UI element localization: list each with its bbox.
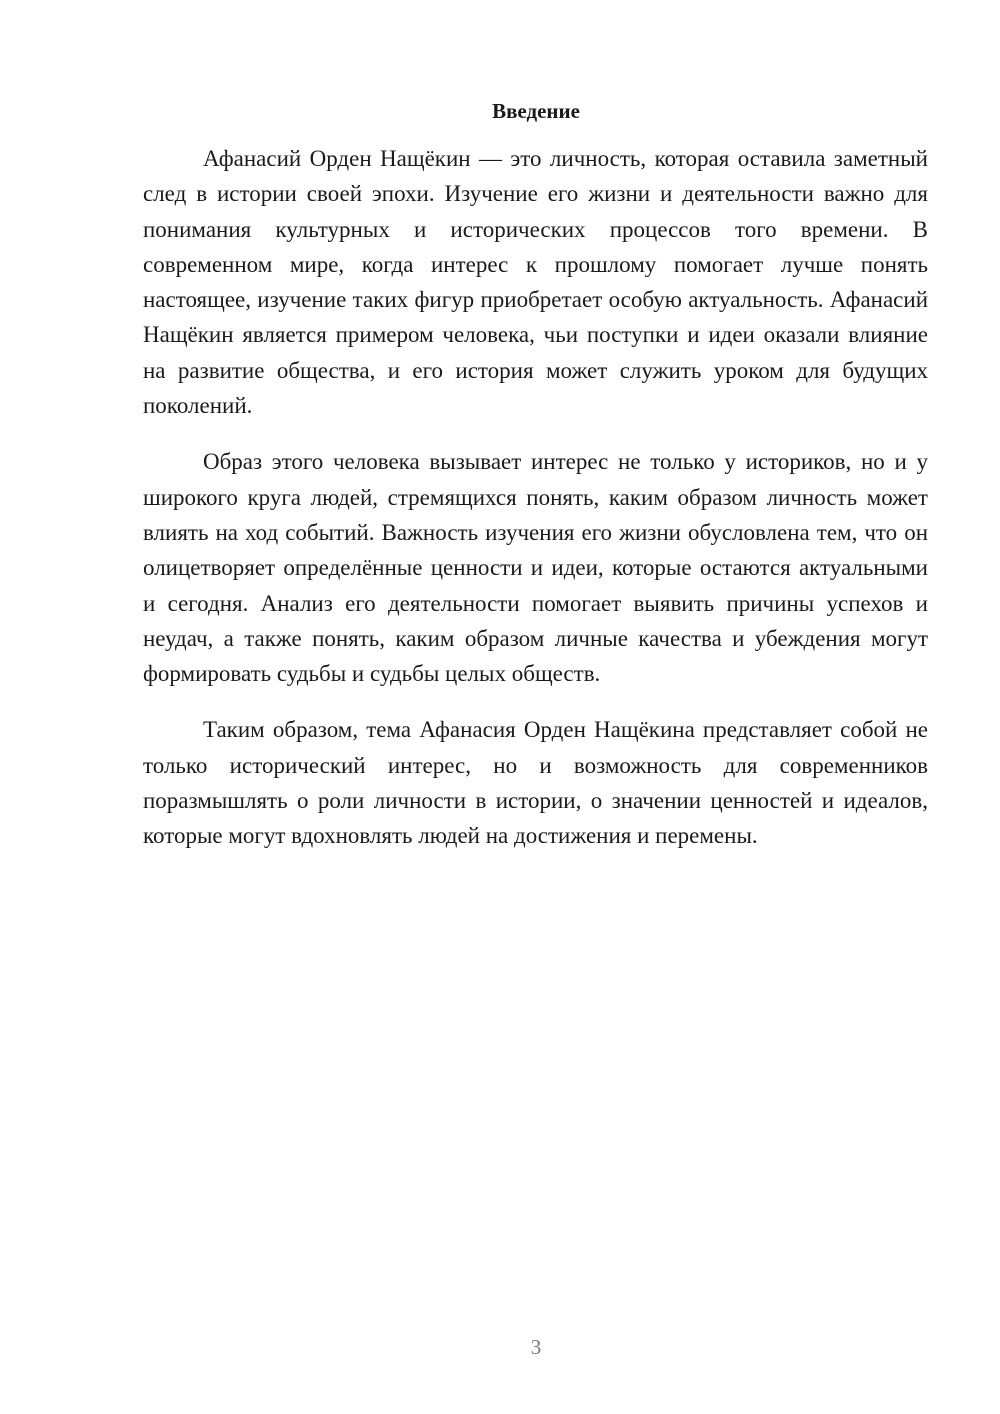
body-text: [143, 141, 928, 875]
section-heading: Введение: [492, 99, 580, 123]
paragraph-1: Афанасий Орден Нащёкин — это личность, которая оставила заметный след в истории своей эпохи. Изучение его жизни и деятельности важно для понимания культурных и исторических процессов того времени. В современном мире, когда интерес к прошлому помогает лучше понять настоящее, изучение таких фигур приобретает особую актуальность. Афанасий Нащёкин является примером человека, чьи поступки и идеи оказали влияние на развитие общества, и его история может служить уроком для будущих поколений.: [143, 146, 928, 419]
paragraph-2: Образ этого человека вызывает интерес не только у историков, но и у широкого круга людей, стремящихся понять, каким образом личность может влиять на ход событий. Важность изучения его жизни обусловлена тем, что он олицетворяет определённые ценности и идеи, которые остаются актуальными и сегодня. Анализ его деятельности помогает выявить причины успехов и неудач, а также понять, каким образом личные качества и убеждения могут формировать судьбы и судьбы целых обществ.: [143, 449, 928, 687]
paragraph-3: Таким образом, тема Афанасия Орден Нащёкина представляет собой не только исторический интерес, но и возможность для современников поразмышлять о роли личности в истории, о значении ценностей и идеалов, которые могут вдохновлять людей на достижения и перемены.: [143, 717, 928, 849]
page-number: 3: [530, 1335, 542, 1359]
